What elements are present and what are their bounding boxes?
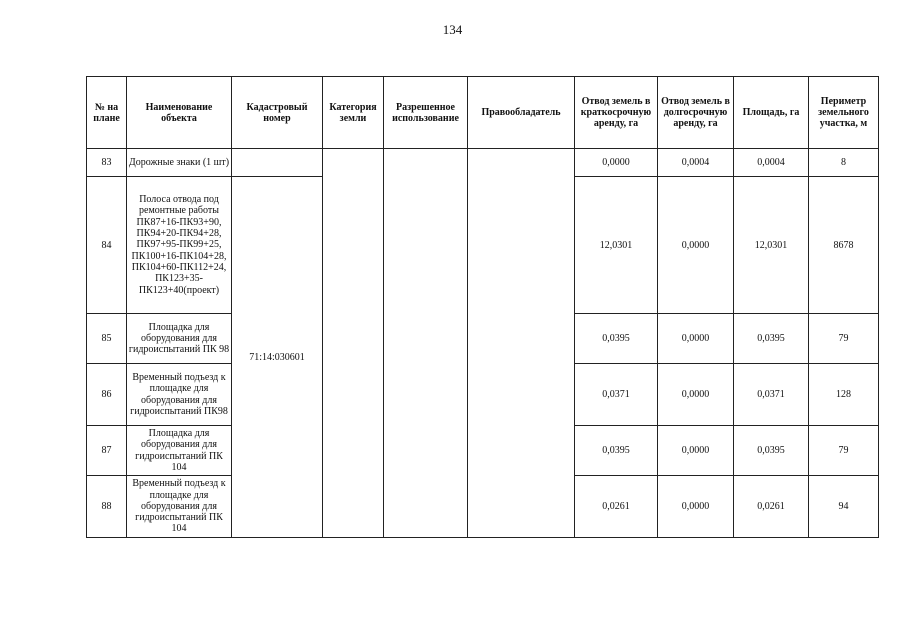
header-area: Площадь, га (734, 77, 809, 149)
category-cell (323, 149, 384, 538)
row-name: Временный подъезд к площадке для оборудования для гидроиспытаний ПК98 (127, 364, 232, 426)
header-cadastral: Кадастровый номер (232, 77, 323, 149)
row-perimeter: 79 (809, 426, 879, 476)
row-short-lease: 12,0301 (575, 177, 658, 314)
header-holder: Правообладатель (468, 77, 575, 149)
row-long-lease: 0,0000 (658, 364, 734, 426)
row-long-lease: 0,0000 (658, 177, 734, 314)
header-permitted-use: Разрешенное использование (384, 77, 468, 149)
row-perimeter: 8678 (809, 177, 879, 314)
row-long-lease: 0,0000 (658, 426, 734, 476)
row-num: 83 (87, 149, 127, 177)
header-short-lease: Отвод земель в краткосрочную аренду, га (575, 77, 658, 149)
row-area: 0,0395 (734, 314, 809, 364)
cadastral-number: 71:14:030601 (232, 177, 323, 538)
row-long-lease: 0,0004 (658, 149, 734, 177)
header-long-lease: Отвод земель в долгосрочную аренду, га (658, 77, 734, 149)
cadastral-cell-empty (232, 149, 323, 177)
row-area: 0,0395 (734, 426, 809, 476)
row-perimeter: 8 (809, 149, 879, 177)
row-short-lease: 0,0261 (575, 476, 658, 538)
header-num: № на плане (87, 77, 127, 149)
row-area: 12,0301 (734, 177, 809, 314)
row-name: Дорожные знаки (1 шт) (127, 149, 232, 177)
row-short-lease: 0,0395 (575, 314, 658, 364)
row-long-lease: 0,0000 (658, 476, 734, 538)
row-perimeter: 79 (809, 314, 879, 364)
row-short-lease: 0,0371 (575, 364, 658, 426)
row-name: Площадка для оборудования для гидроиспытаний ПК 98 (127, 314, 232, 364)
holder-cell (468, 149, 575, 538)
row-num: 84 (87, 177, 127, 314)
row-num: 85 (87, 314, 127, 364)
row-perimeter: 94 (809, 476, 879, 538)
row-short-lease: 0,0395 (575, 426, 658, 476)
row-num: 86 (87, 364, 127, 426)
permitted-use-cell (384, 149, 468, 538)
header-perimeter: Периметр земельного участка, м (809, 77, 879, 149)
land-plots-table (86, 76, 879, 538)
row-num: 87 (87, 426, 127, 476)
row-name: Временный подъезд к площадке для оборудования для гидроиспытаний ПК 104 (127, 476, 232, 538)
row-area: 0,0371 (734, 364, 809, 426)
table-header-row (87, 77, 879, 149)
row-area: 0,0261 (734, 476, 809, 538)
row-num: 88 (87, 476, 127, 538)
header-category: Категория земли (323, 77, 384, 149)
table-row (87, 149, 879, 177)
row-short-lease: 0,0000 (575, 149, 658, 177)
row-name: Полоса отвода под ремонтные работы ПК87+16-ПК93+90, ПК94+20-ПК94+28, ПК97+95-ПК99+25, ПК100+16-ПК104+28, ПК104+60-ПК112+24, ПК123+35-ПК123+40(проект) (127, 177, 232, 314)
row-name: Площадка для оборудования для гидроиспытаний ПК 104 (127, 426, 232, 476)
header-name: Наименование объекта (127, 77, 232, 149)
row-area: 0,0004 (734, 149, 809, 177)
row-long-lease: 0,0000 (658, 314, 734, 364)
row-perimeter: 128 (809, 364, 879, 426)
page-number: 134 (442, 22, 463, 37)
